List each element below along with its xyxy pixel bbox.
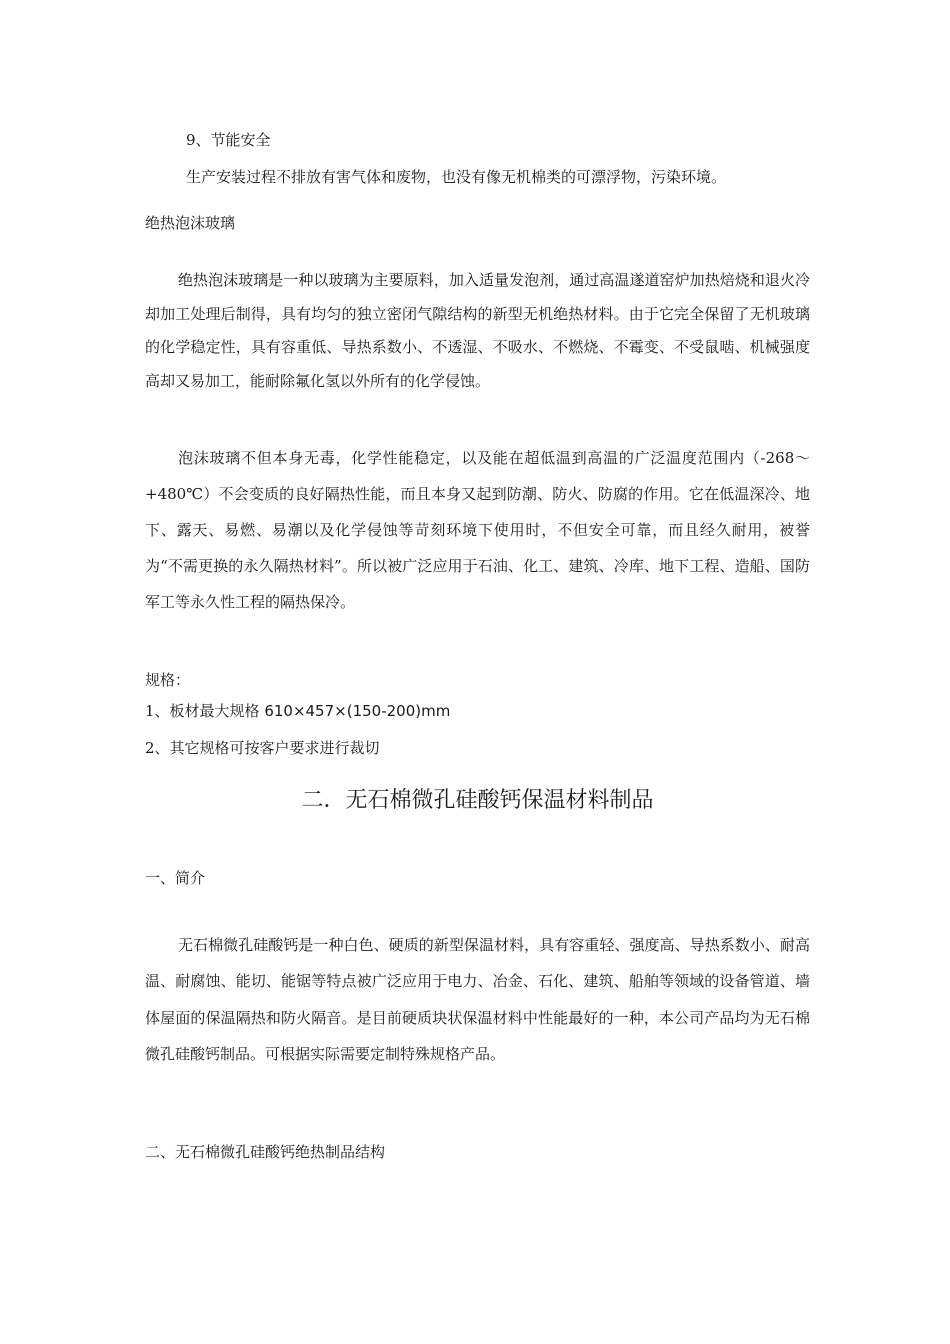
intro-title: 一、简介 bbox=[145, 869, 206, 887]
spec-item-2 bbox=[145, 737, 810, 759]
foam-glass-title: 绝热泡沫玻璃 bbox=[145, 214, 236, 232]
spec-item-1-value: 610×457×(150-200)mm bbox=[259, 702, 451, 720]
spec-item-1-prefix: 1、板材最大规格 bbox=[145, 702, 260, 720]
section-9-text: 生产安装过程不排放有害气体和废物，也没有像无机棉类的可漂浮物，污染环境。 bbox=[186, 168, 727, 186]
spec-item-1 bbox=[145, 700, 810, 722]
foam-glass-paragraph-2: 泡沫玻璃不但本身无毒，化学性能稳定，以及能在超低温到高温的广泛温度范围内（-268～+480℃）不会变质的良好隔热性能，而且本身又起到防潮、防火、防腐的作用。它在低温深冷、地下、露天、易燃、易潮以及化学侵蚀等苛刻环境下使用时，不但安全可靠，而且经久耐用，被誉为“不需更换的永久隔热材料”。所以被广泛应用于石油、化工、建筑、冷库、地下工程、造船、国防军工等永久性工程的隔热保冷。 bbox=[145, 449, 810, 611]
structure-title: 二、无石棉微孔硅酸钙绝热制品结构 bbox=[145, 1143, 386, 1161]
spec-item-2-prefix: 2、其它规格可按客户要求进行裁切 bbox=[145, 739, 380, 757]
section-9-title: 9、节能安全 bbox=[186, 131, 271, 149]
part-two-heading: 二．无石棉微孔硅酸钙保温材料制品 bbox=[301, 788, 654, 813]
spec-title: 规格： bbox=[145, 671, 191, 689]
intro-paragraph: 无石棉微孔硅酸钙是一种白色、硬质的新型保温材料，具有容重轻、强度高、导热系数小、耐高温、耐腐蚀、能切、能锯等特点被广泛应用于电力、冶金、石化、建筑、船舶等领域的设备管道、墙体屋面的保温隔热和防火隔音。是目前硬质块状保温材料中性能最好的一种，本公司产品均为无石棉微孔硅酸钙制品。可根据实际需要定制特殊规格产品。 bbox=[145, 936, 810, 1063]
foam-glass-paragraph-1: 绝热泡沫玻璃是一种以玻璃为主要原料，加入适量发泡剂，通过高温遂道窑炉加热焙烧和退火冷却加工处理后制得，具有均匀的独立密闭气隙结构的新型无机绝热材料。由于它完全保留了无机玻璃的化学稳定性，具有容重低、导热系数小、不透湿、不吸水、不燃烧、不霉变、不受鼠啮、机械强度高却又易加工，能耐除氟化氢以外所有的化学侵蚀。 bbox=[145, 271, 810, 391]
